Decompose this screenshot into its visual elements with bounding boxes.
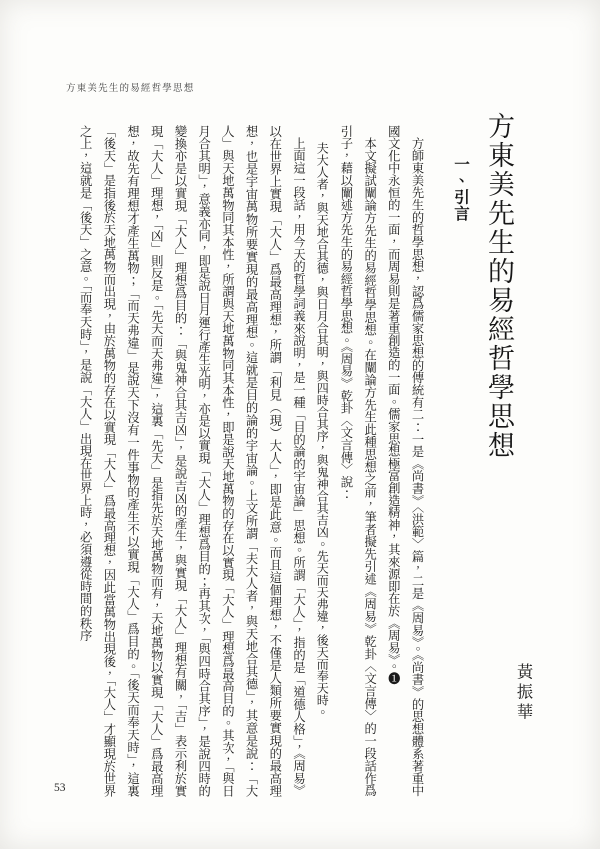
- article-body: [72, 125, 428, 797]
- section-heading: 一、引言: [452, 156, 469, 222]
- classical-quote: 夫大人者，與天地合其德，與日月合其明，與四時合其序，與鬼神合其吉凶。先天而天弗違，後天而奉天時。: [315, 142, 330, 718]
- author-name: 黃振華: [514, 663, 533, 723]
- running-header: 方東美先生的易經哲學思想: [66, 84, 195, 94]
- paragraph-commentary: 上面這一段話，用今天的哲學詞義來說明，是一種「目的論的宇宙論」思想。所謂「大人」，指的是「道德人格」，《周易》以在世界上實現「大人」爲最高理想，所謂「利見（現）大人」，即是此意。而且這個理想，不僅是人類所要實現的最高理想，也是宇宙萬物所要實現的最高理想。這就是目的論的宇宙論。上文所謂「夫大人者，與天地合其德」，其意是說：「大人」與天地萬物同其本性，所謂與天地萬物同其本性，即是說天地萬物的存在以實現「大人」理想爲最高目的。其次，「與日月合其明」，意義亦同，即是說日月運行產生光明，亦是以實現「大人」理想爲目的；再其次，「與四時合其序」，是說四時的變換亦是以實現「大人」理想爲目的：「與鬼神合其吉凶」，是說吉凶的產生，與實現「大人」理想有關，「吉」表示利於實現「大人」理想，「凶」則反是。「先天而天弗違」，這裏「先天」是指先於天地萬物而有，天地萬物以實現「大人」爲最高理想，故先有理想才產生萬物；「而天弗違」是說天下沒有一件事物的產生不以實現「大人」爲目的。「後天而奉天時」，這裏「後天」是指後於天地萬物而出現，由於萬物的存在以實現「大人」爲最高理想，因此當萬物出現後，「大人」才顯現於世界之上，這就是「後天」之意。「而奉天時」，是說「大人」出現在世界上時，必須遵從時間的秩序: [78, 125, 306, 797]
- article-title: 方東美先生的易經哲學思想: [484, 112, 514, 460]
- paragraph-intro-1: 方師東美先生的哲學思想，認爲儒家思想的傳統有二：一是《尚書》〈洪範〉篇，二是《周易》。《尚書》的思想體系著重中國文化中永恒的一面，而周易則是著重創造的一面。儒家思想極富創造精神，其來源即在於《周易》。❶: [386, 125, 424, 797]
- paragraph-intro-2: 本文擬試闡論方先生的易經哲學思想。在闡論方先生此種思想之前，筆者擬先引述《周易》乾卦〈文言傳〉的一段話作爲引子，藉以闡述方先生的易經哲學思想。《周易》乾卦〈文言傳〉說：: [338, 125, 377, 797]
- page-number: 53: [54, 782, 66, 794]
